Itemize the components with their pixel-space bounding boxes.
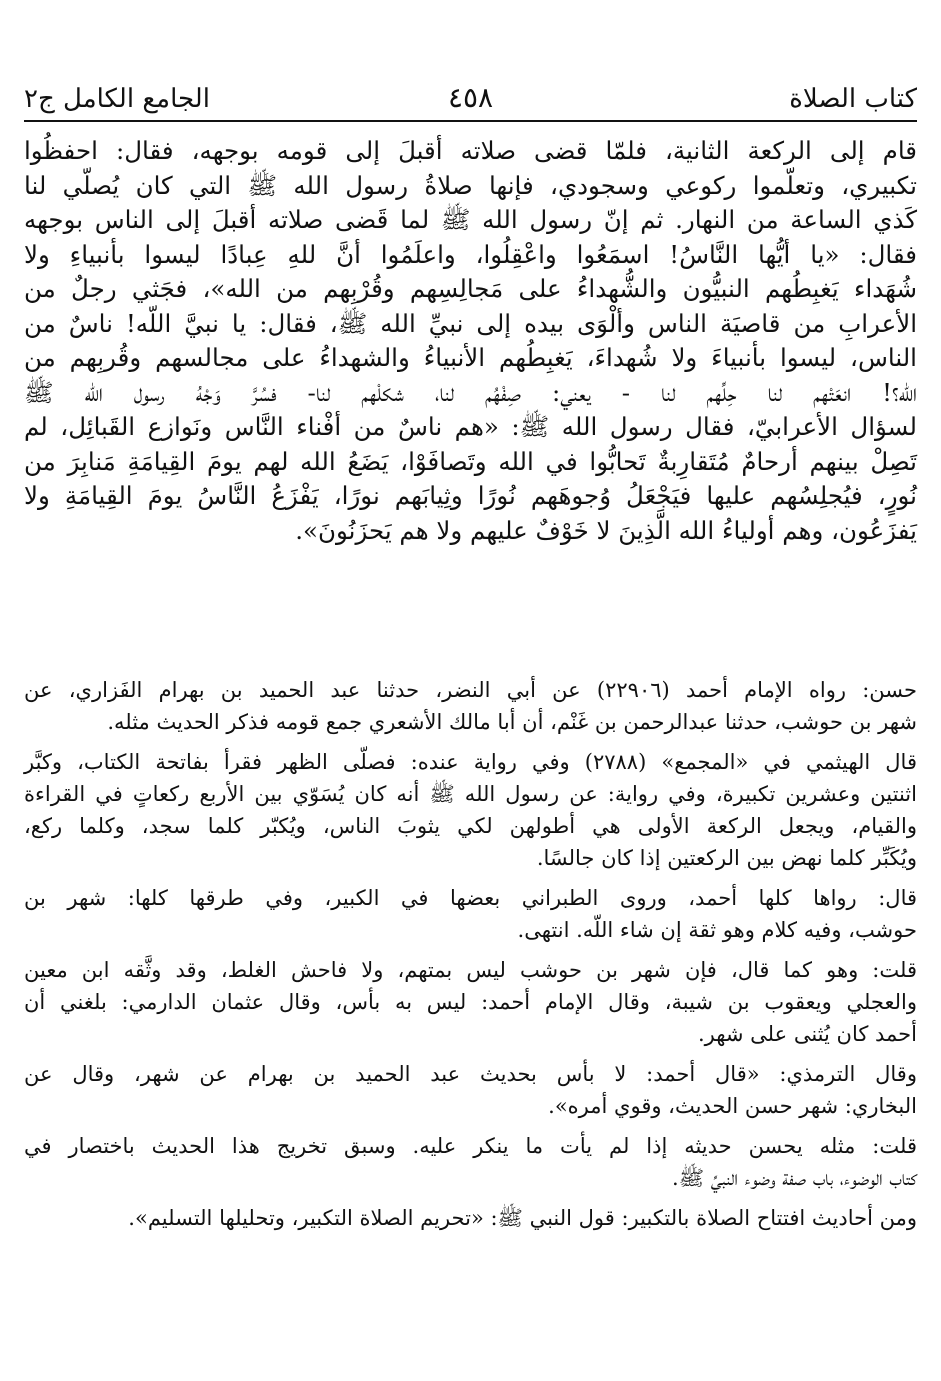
text-line: نُورٍ، فيُجلِسُهم عليها فيَجْعَلُ وُجوهَهم نُورًا وثِيابَهم نورًا، يَفْزَعُ النَّاسُ يومَ القِيامَةِ ولا bbox=[24, 481, 917, 510]
page-number: ٤٥٨ bbox=[447, 81, 494, 114]
note-line: أحمد كان يُثنى على شهر. bbox=[697, 1022, 917, 1046]
note-paragraph bbox=[24, 1202, 917, 1234]
text-line: لسؤال الأعرابيّ، فقال رسول الله ﷺ: «هم ناسٌ من أفْناء النَّاس ونَوازع القَبائِل، لم bbox=[24, 412, 917, 441]
note-line: قلت: مثله يحسن حديثه إذا لم يأت ما ينكر عليه. وسبق تخريج هذا الحديث باختصار في bbox=[24, 1134, 917, 1158]
note-line: اثنتين وعشرين تكبيرة، وفي رواية: عن رسول الله ﷺ أنه كان يُسَوّي بين الأربع ركعاتٍ في القراءة bbox=[24, 782, 917, 806]
note-line: كتاب الوضوء، باب صفة وضوء النبيِّ ﷺ. bbox=[672, 1166, 917, 1190]
note-line: حوشب، وفيه كلام وهو ثقة إن شاء اللّه. انتهى. bbox=[517, 918, 917, 942]
note-paragraph bbox=[24, 1058, 917, 1122]
volume-title: الجامع الكامل ج٢ bbox=[24, 84, 210, 114]
note-line: قلت: وهو كما قال، فإن شهر بن حوشب ليس بمتهم، ولا فاحش الغلط، وقد وثَّقه ابن معين bbox=[24, 958, 917, 982]
text-line: الناس، ليسوا بأنبياءَ ولا شُهداءَ، يَغبِطُهم الأنبياءُ والشهداءُ على مجالسهم وقُربِهم من bbox=[24, 343, 917, 372]
note-line: ومن أحاديث افتتاح الصلاة بالتكبير: قول النبي ﷺ: «تحريم الصلاة التكبير، وتحليلها التسليم». bbox=[128, 1206, 917, 1230]
text-line: يَفزَعُون، وهم أولياءُ الله الَّذِينَ لا خَوْفٌ عليهم ولا هم يَحزَنُونَ». bbox=[295, 515, 917, 545]
text-line: كَذي الساعة من النهار. ثم إنّ رسول الله ﷺ لما قَضى صلاته أقبلَ إلى الناس بوجهه bbox=[24, 205, 917, 234]
text-line: الأعرابِ من قاصيَة الناس وألْوَى بيده إلى نبيِّ الله ﷺ، فقال: يا نبيَّ اللّه! ناسٌ من bbox=[24, 308, 917, 338]
text-line: الله؟! انعَتْهم لنا حِلِّهم لنا - يعني: صِفْهُم لنا، شكلْهم لنا- فسُرَّ وَجْهُ رسول الله ﷺ bbox=[24, 377, 917, 407]
note-paragraph bbox=[24, 746, 917, 874]
note-paragraph bbox=[24, 954, 917, 1050]
note-line: قال: رواها كلها أحمد، وروى الطبراني بعضها في الكبير، وفي طرقها كلها: شهر بن bbox=[24, 886, 917, 910]
commentary-section bbox=[24, 674, 917, 1242]
note-paragraph bbox=[24, 882, 917, 946]
note-line: قال الهيثمي في «المجمع» (٢٧٨٨) وفي رواية عنده: فصلّى الظهر فقرأ بفاتحة الكتاب، وكبَّر bbox=[24, 750, 917, 774]
note-line: شهر بن حوشب، حدثنا عبدالرحمن بن غَنْم، أن أبا مالك الأشعري جمع قومه فذكر الحديث مثله. bbox=[107, 710, 917, 734]
note-line: ويُكَبِّر كلما نهض بين الركعتين إذا كان جالسًا. bbox=[536, 846, 917, 870]
text-line: تَصِلْ بينهم أرحامٌ مُتَقارِبةٌ تَحابُّوا في الله وتَصافَوْا، يَضَعُ الله لهم يومَ القِيامَةِ مَنابِرَ من bbox=[24, 446, 917, 476]
text-line: قام إلى الركعة الثانية، فلمّا قضى صلاته أقبلَ إلى قومه بوجهه، فقال: احفظُوا bbox=[24, 136, 917, 165]
note-line: حسن: رواه الإمام أحمد (٢٢٩٠٦) عن أبي النضر، حدثنا عبد الحميد بن بهرام الفَزاري، عن bbox=[24, 678, 917, 702]
book-title: كتاب الصلاة bbox=[789, 84, 917, 114]
note-line: وقال الترمذي: «قال أحمد: لا بأس بحديث عبد الحميد بن بهرام عن شهر، وقال عن bbox=[24, 1062, 917, 1086]
note-line: والعجلي ويعقوب بن شيبة، وقال الإمام أحمد: ليس به بأس، وقال عثمان الدارمي: بلغني أن bbox=[24, 990, 917, 1014]
header-rule bbox=[24, 120, 917, 122]
note-line: البخاري: شهر حسن الحديث، وقوي أمره». bbox=[548, 1094, 917, 1118]
page-header bbox=[24, 74, 917, 114]
text-line: شُهَداء يَغبِطُهم النبيُّون والشُّهداءُ على مَجالِسِهم وقُرْبِهم من الله»، فجَثي رجلٌ من bbox=[24, 274, 917, 303]
note-paragraph bbox=[24, 1130, 917, 1194]
text-line: فقال: «يا أيُّها النَّاسُ! اسمَعُوا واعْقِلُوا، واعلَمُوا أنَّ للهِ عِبادًا ليسوا بأنبياءِ ولا bbox=[24, 239, 917, 269]
hadith-paragraph bbox=[24, 134, 917, 548]
note-paragraph bbox=[24, 674, 917, 738]
note-line: والقيام، ويجعل الركعة الأولى هي أطولهن لكي يثوبَ الناس، ويُكبّر كلما سجد، وكلما ركع، bbox=[24, 814, 917, 838]
hadith-main-text bbox=[24, 134, 917, 548]
text-line: تكبيري، وتعلّموا ركوعي وسجودي، فإنها صلاةُ رسول الله ﷺ التي كان يُصلّي لنا bbox=[24, 170, 917, 200]
